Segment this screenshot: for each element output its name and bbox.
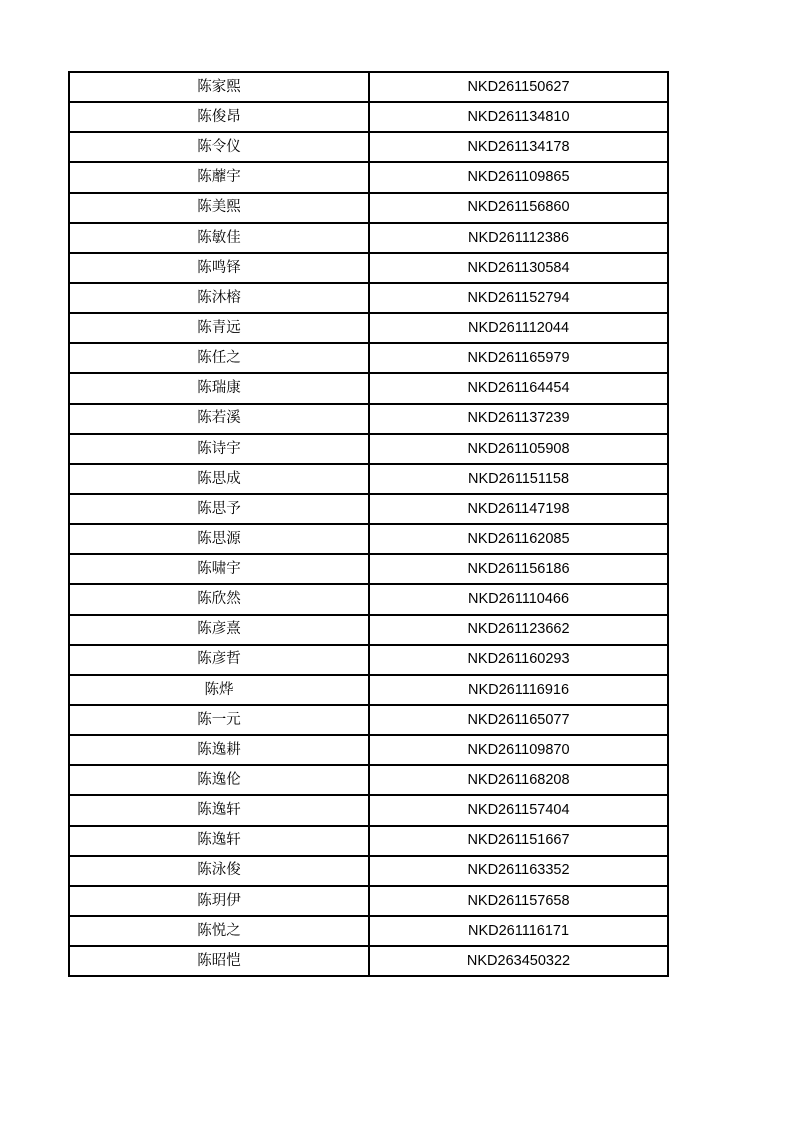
registration-id-cell: NKD261151667 xyxy=(369,826,668,856)
student-name-cell: 陈欣然 xyxy=(69,584,369,614)
table-row xyxy=(69,72,668,102)
registration-id-cell: NKD261165077 xyxy=(369,705,668,735)
table-row xyxy=(69,223,668,253)
table-row xyxy=(69,313,668,343)
registration-id-cell: NKD261163352 xyxy=(369,856,668,886)
table-row xyxy=(69,253,668,283)
table-row xyxy=(69,765,668,795)
student-name-cell: 陈若溪 xyxy=(69,404,369,434)
student-name-cell: 陈沐榕 xyxy=(69,283,369,313)
table-row xyxy=(69,735,668,765)
table-row xyxy=(69,193,668,223)
student-name-cell: 陈青远 xyxy=(69,313,369,343)
registration-id-cell: NKD261123662 xyxy=(369,615,668,645)
table-row xyxy=(69,886,668,916)
registration-id-cell: NKD261134178 xyxy=(369,132,668,162)
registration-id-cell: NKD263450322 xyxy=(369,946,668,976)
table-row xyxy=(69,645,668,675)
student-name-cell: 陈家熙 xyxy=(69,72,369,102)
table-row xyxy=(69,675,668,705)
student-name-cell: 陈昭恺 xyxy=(69,946,369,976)
registration-id-cell: NKD261105908 xyxy=(369,434,668,464)
student-name-cell: 陈彦哲 xyxy=(69,645,369,675)
registration-id-cell: NKD261150627 xyxy=(369,72,668,102)
registration-id-cell: NKD261165979 xyxy=(369,343,668,373)
student-name-cell: 陈任之 xyxy=(69,343,369,373)
student-name-cell: 陈逸轩 xyxy=(69,826,369,856)
registration-id-cell: NKD261157404 xyxy=(369,795,668,825)
table-row xyxy=(69,283,668,313)
table-row xyxy=(69,343,668,373)
registration-id-cell: NKD261116916 xyxy=(369,675,668,705)
table-row xyxy=(69,946,668,976)
registration-id-cell: NKD261109865 xyxy=(369,162,668,192)
table-row xyxy=(69,434,668,464)
student-name-cell: 陈逸伦 xyxy=(69,765,369,795)
student-name-cell: 陈啸宇 xyxy=(69,554,369,584)
student-name-cell: 陈逸耕 xyxy=(69,735,369,765)
registration-id-cell: NKD261134810 xyxy=(369,102,668,132)
table-row xyxy=(69,584,668,614)
student-name-cell: 陈俊昂 xyxy=(69,102,369,132)
student-name-cell: 陈悦之 xyxy=(69,916,369,946)
student-name-cell: 陈思予 xyxy=(69,494,369,524)
registration-id-cell: NKD261162085 xyxy=(369,524,668,554)
registration-id-cell: NKD261156186 xyxy=(369,554,668,584)
table-row xyxy=(69,795,668,825)
registration-id-cell: NKD261168208 xyxy=(369,765,668,795)
table-row xyxy=(69,464,668,494)
table-row xyxy=(69,524,668,554)
registration-id-cell: NKD261164454 xyxy=(369,373,668,403)
student-name-cell: 陈美熙 xyxy=(69,193,369,223)
student-name-cell: 陈蘼宇 xyxy=(69,162,369,192)
table-row xyxy=(69,916,668,946)
student-name-cell: 陈泳俊 xyxy=(69,856,369,886)
registration-id-cell: NKD261130584 xyxy=(369,253,668,283)
table-row xyxy=(69,132,668,162)
registration-id-cell: NKD261157658 xyxy=(369,886,668,916)
registration-id-cell: NKD261147198 xyxy=(369,494,668,524)
student-name-cell: 陈玥伊 xyxy=(69,886,369,916)
registration-id-cell: NKD261116171 xyxy=(369,916,668,946)
student-name-cell: 陈思成 xyxy=(69,464,369,494)
student-name-cell: 陈思源 xyxy=(69,524,369,554)
table-row xyxy=(69,554,668,584)
student-name-cell: 陈敏佳 xyxy=(69,223,369,253)
registration-id-cell: NKD261160293 xyxy=(369,645,668,675)
table-row xyxy=(69,615,668,645)
registration-id-cell: NKD261156860 xyxy=(369,193,668,223)
registration-id-cell: NKD261112044 xyxy=(369,313,668,343)
student-name-cell: 陈令仪 xyxy=(69,132,369,162)
table-row xyxy=(69,404,668,434)
registration-id-cell: NKD261137239 xyxy=(369,404,668,434)
student-name-cell: 陈诗宇 xyxy=(69,434,369,464)
table-row xyxy=(69,856,668,886)
student-name-cell: 陈瑞康 xyxy=(69,373,369,403)
table-row xyxy=(69,494,668,524)
registration-id-cell: NKD261112386 xyxy=(369,223,668,253)
registration-id-cell: NKD261152794 xyxy=(369,283,668,313)
student-name-cell: 陈鸣铎 xyxy=(69,253,369,283)
roster-table xyxy=(68,71,669,977)
table-row xyxy=(69,102,668,132)
student-name-cell: 陈一元 xyxy=(69,705,369,735)
student-name-cell: 陈彦熹 xyxy=(69,615,369,645)
student-name-cell: 陈逸轩 xyxy=(69,795,369,825)
table-row xyxy=(69,373,668,403)
registration-id-cell: NKD261109870 xyxy=(369,735,668,765)
registration-id-cell: NKD261151158 xyxy=(369,464,668,494)
roster-sheet xyxy=(68,71,667,977)
roster-table-body xyxy=(69,72,668,976)
table-row xyxy=(69,826,668,856)
registration-id-cell: NKD261110466 xyxy=(369,584,668,614)
table-row xyxy=(69,162,668,192)
table-row xyxy=(69,705,668,735)
student-name-cell: 陈烨 xyxy=(69,675,369,705)
